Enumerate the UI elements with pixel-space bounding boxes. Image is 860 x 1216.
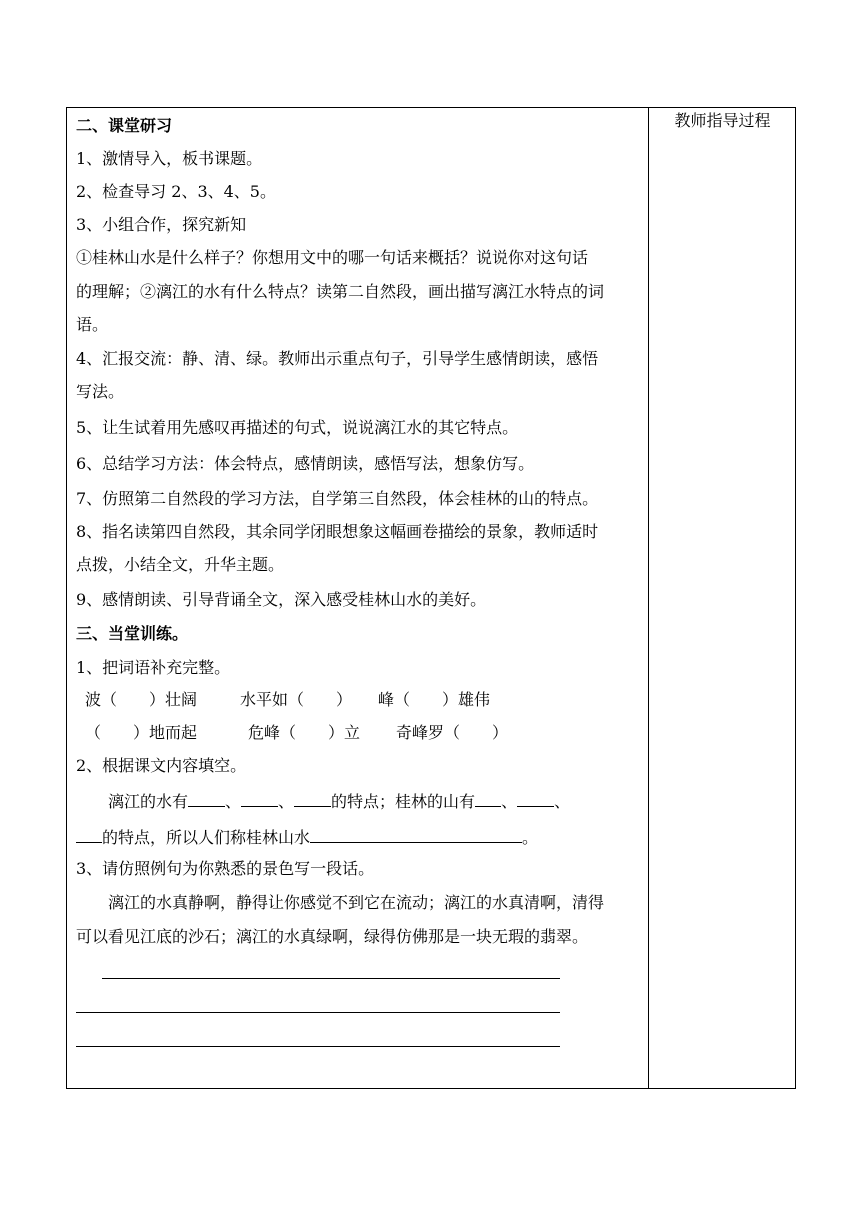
- teacher-guidance-header: 教师指导过程: [674, 111, 771, 130]
- writing-line-3[interactable]: [76, 1046, 560, 1047]
- q3-example-line-1: 漓江的水真静啊，静得让你感觉不到它在流动；漓江的水真清啊，清得: [108, 893, 605, 912]
- item-6: 6、总结学习方法：体会特点，感情朗读，感悟写法，想象仿写。: [76, 454, 535, 473]
- blank-line[interactable]: [241, 790, 278, 807]
- question-line-1: ①桂林山水是什么样子？你想用文中的哪一句话来概括？说说你对这句话: [76, 248, 589, 267]
- q2-prompt: 2、根据课文内容填空。: [76, 756, 247, 775]
- blank-line[interactable]: [310, 826, 522, 843]
- blank-line[interactable]: [475, 790, 501, 807]
- blank-line[interactable]: [188, 790, 225, 807]
- item-1: 1、激情导入，板书课题。: [76, 149, 263, 168]
- fill-blank-5: 危峰（ ）立: [248, 723, 361, 742]
- item-5: 5、让生试着用先感叹再描述的句式，说说漓江水的其它特点。: [76, 418, 519, 437]
- blank-line[interactable]: [517, 790, 554, 807]
- item-2: 2、检查导习 2、3、4、5。: [76, 182, 276, 201]
- question-line-3: 语。: [76, 315, 109, 334]
- column-divider: [648, 108, 649, 1088]
- section2-title: 二、课堂研习: [76, 116, 173, 135]
- question-line-2: 的理解；②漓江的水有什么特点？读第二自然段，画出描写漓江水特点的词: [76, 282, 605, 301]
- fill-blank-2: 水平如（ ）: [240, 690, 353, 709]
- q3-prompt: 3、请仿照例句为你熟悉的景色写一段话。: [76, 859, 375, 878]
- item-8-line-1: 8、指名读第四自然段，其余同学闭眼想象这幅画卷描绘的景象，教师适时: [76, 522, 599, 541]
- section3-title: 三、当堂训练。: [76, 624, 189, 643]
- item-7: 7、仿照第二自然段的学习方法，自学第三自然段，体会桂林的山的特点。: [76, 489, 599, 508]
- q2-fill-line-1: 漓江的水有 、 、 的特点；桂林的山有 、 、: [108, 792, 571, 811]
- q1-prompt: 1、把词语补充完整。: [76, 658, 231, 677]
- item-3: 3、小组合作，探究新知: [76, 215, 247, 234]
- fill-blank-3: 峰（ ）雄伟: [378, 690, 491, 709]
- blank-line[interactable]: [294, 790, 331, 807]
- lesson-table: [66, 107, 796, 1089]
- writing-line-1[interactable]: [102, 978, 560, 979]
- q2-fill-line-2: 的特点，所以人们称桂林山水 。: [76, 826, 538, 848]
- blank-line[interactable]: [76, 826, 102, 843]
- item-8-line-2: 点拨，小结全文，升华主题。: [76, 555, 285, 574]
- q3-example-line-2: 可以看见江底的沙石；漓江的水真绿啊，绿得仿佛那是一块无瑕的翡翠。: [76, 927, 589, 946]
- item-4-line-1: 4、汇报交流：静、清、绿。教师出示重点句子，引导学生感情朗读，感悟: [76, 349, 599, 368]
- fill-blank-6: 奇峰罗（ ）: [396, 723, 509, 742]
- fill-blank-1: 波（ ）壮阔: [85, 690, 198, 709]
- item-4-line-2: 写法。: [76, 382, 125, 401]
- fill-blank-4: （ ）地而起: [85, 723, 198, 742]
- item-9: 9、感情朗读、引导背诵全文，深入感受桂林山水的美好。: [76, 590, 487, 609]
- writing-line-2[interactable]: [76, 1012, 560, 1013]
